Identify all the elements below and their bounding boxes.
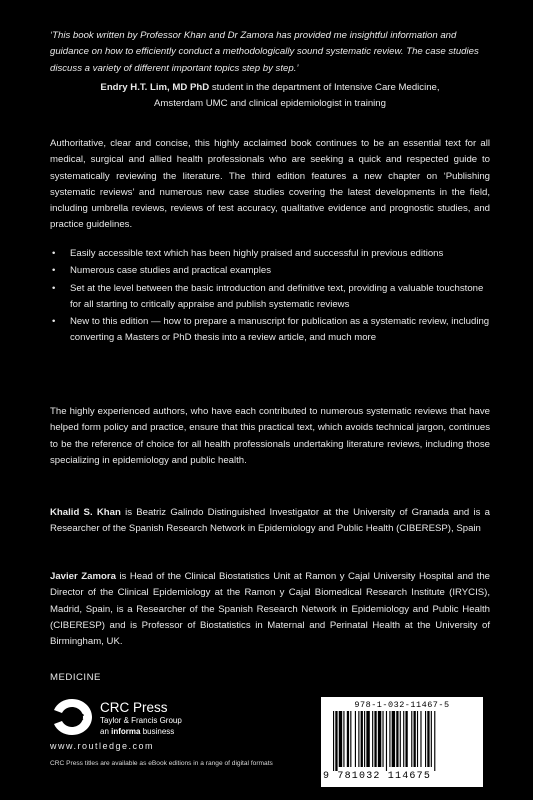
barcode-bar — [414, 711, 416, 767]
list-item — [50, 281, 490, 314]
barcode-bar — [386, 711, 387, 771]
ebook-note: CRC Press titles are available as eBook editions in a range of digital formats — [50, 760, 273, 767]
author-bio-text: is Head of the Clinical Biostatistics Unit at Ramon y Cajal University Hospital and the Director of the Clinical Epidemiology at the Ramon y Cajal Biomedical Research Institute (IRYCIS), Madrid, Spain, is a Researcher of the Spanish Research Network in Epidemiology and Public Health (CIBERESP) and is Professor of Biostatistics in Maternal and Perinatal Health at the University of Birmingham, UK. — [50, 571, 490, 648]
barcode-bar — [420, 711, 421, 767]
publisher-name: CRC Press — [100, 700, 168, 715]
barcode-icon — [333, 711, 473, 771]
bullet-icon: • — [52, 316, 56, 328]
isbn-top-text: 978-1-032-11467-5 — [354, 700, 450, 710]
endorser-role-1: student in the department of Intensive Care Medicine, — [209, 82, 440, 93]
barcode-bar — [396, 711, 398, 767]
barcode-bar — [431, 711, 432, 767]
logo-letters: CRC — [60, 712, 84, 724]
informa-name: informa — [111, 726, 141, 736]
attribution-line-1 — [50, 80, 490, 96]
bullet-icon: • — [52, 282, 56, 294]
endorser-name: Endry H.T. Lim, MD PhD — [100, 82, 210, 93]
author-bio-zamora — [50, 569, 490, 650]
informa-prefix: an — [100, 726, 112, 736]
list-item-text: Numerous case studies and practical examples — [70, 265, 272, 277]
endorsement-quote: ‘This book written by Professor Khan and Dr Zamora has provided me insightful information and guidance on how to efficiently conduct a methodologically sound systematic review. The case studies discuss a variety of different important topics step by step.’ — [50, 30, 479, 74]
feature-list — [50, 246, 490, 348]
barcode-bar — [425, 711, 426, 767]
barcode-bar — [392, 711, 395, 767]
endorser-role-2: Amsterdam UMC and clinical epidemiologist in training — [154, 98, 386, 110]
barcode-bar — [355, 711, 356, 767]
website-url[interactable]: www.routledge.com — [50, 741, 155, 751]
informa-suffix: business — [140, 726, 175, 736]
barcode-bar — [350, 711, 351, 767]
barcode-bar — [335, 711, 337, 771]
intro-paragraph: Authoritative, clear and concise, this highly acclaimed book continues to be an essential text for all medical, surgical and allied health professionals who are seeking a quick and respected guide to systematically reviewing the literature. The third edition features a new chapter on ‘Publishing systematic reviews’ and numerous new case studies covering the latest developments in the field, including umbrella reviews, reviews of test accuracy, qualitative evidence and prognostic studies, and practice guidelines. — [50, 138, 490, 231]
list-item — [50, 246, 490, 262]
experience-paragraph: The highly experienced authors, who have each contributed to numerous systematic reviews that have helped form policy and practice, ensure that this practical text, which avoids technical jargon, continues to be the reference of choice for all health professionals undertaking literature reviews, including those specializing in epidemiology and public health. — [50, 406, 490, 466]
subject-category: MEDICINE — [50, 672, 101, 683]
endorsement-attribution — [50, 80, 490, 113]
barcode-bar — [405, 711, 407, 767]
barcode-bar — [333, 711, 334, 771]
barcode-bar — [411, 711, 412, 767]
list-item-text: Easily accessible text which has been highly praised and successful in previous editions — [70, 248, 444, 259]
barcode-bar — [434, 711, 435, 771]
publisher-informa — [100, 727, 182, 737]
barcode-bar — [364, 711, 365, 767]
list-item-text: Set at the level between the basic introduction and definitive text, providing a valuable touchstone for all starting to critically appraise and publish systematic reviews — [70, 282, 484, 310]
barcode-bar — [378, 711, 381, 767]
barcode-bar — [389, 711, 390, 767]
barcode-bar — [339, 711, 342, 767]
bullet-icon: • — [52, 265, 56, 277]
list-item-text: New to this edition — how to prepare a manuscript for publication as a systematic review, including converting a Masters or PhD thesis into a review article, and much more — [70, 316, 490, 344]
barcode-bar — [427, 711, 429, 767]
publisher-group: Taylor & Francis Group — [100, 716, 182, 726]
author-bio-text: is Beatriz Galindo Distinguished Investigator at the University of Granada and is a Researcher of the Spanish Research Network in Epidemiology and Public Health (CIBERESP), Spain — [50, 507, 490, 535]
author-name: Khalid S. Khan — [50, 507, 121, 518]
barcode-bar — [400, 711, 401, 767]
barcode-bar — [374, 711, 376, 767]
barcode-bar — [372, 711, 373, 767]
barcode-bar — [366, 711, 369, 767]
barcode-bar — [347, 711, 349, 767]
barcode-bar — [361, 711, 363, 767]
crc-press-logo-icon — [50, 697, 94, 737]
list-item — [50, 263, 490, 279]
author-name: Javier Zamora — [50, 571, 116, 582]
barcode-bar — [343, 711, 344, 767]
isbn-bottom-text: 9 781032 114675 — [323, 771, 432, 782]
barcode-bar — [417, 711, 418, 767]
list-item — [50, 314, 490, 347]
barcode-bar — [358, 711, 359, 767]
isbn-barcode — [321, 697, 483, 787]
barcode-bar — [382, 711, 383, 767]
author-bio-khan — [50, 505, 490, 538]
bullet-icon: • — [52, 248, 56, 259]
publisher-block — [100, 700, 182, 737]
barcode-bar — [403, 711, 404, 767]
